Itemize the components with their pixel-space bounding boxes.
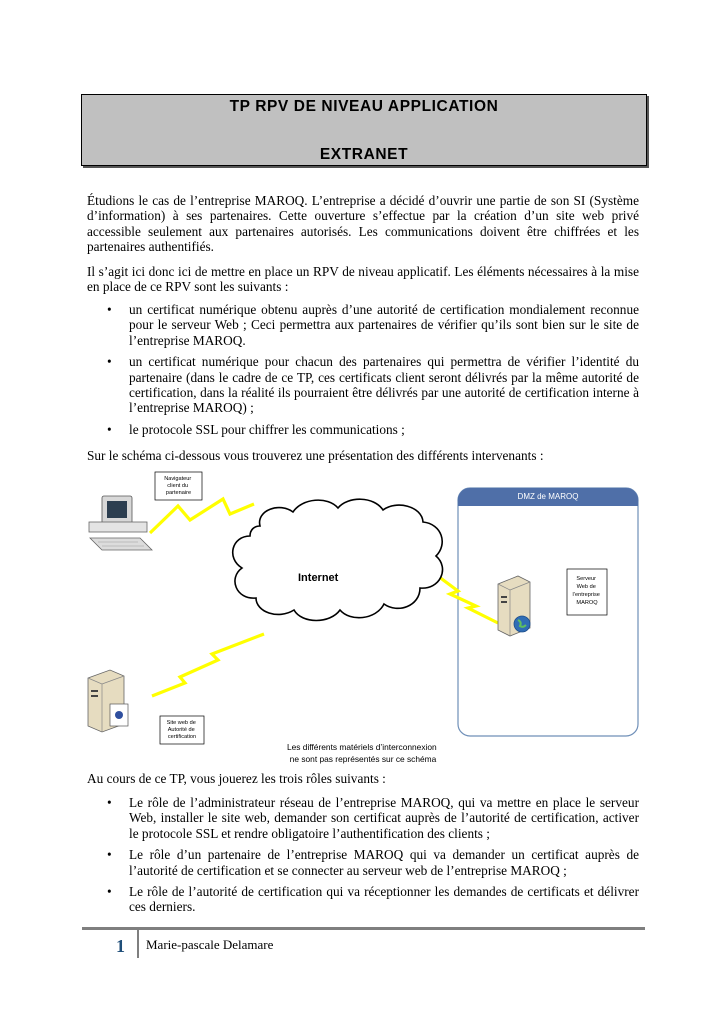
client-label-line: partenaire bbox=[165, 490, 192, 496]
intro-paragraph bbox=[87, 193, 639, 255]
diagram-note: ne sont pas représentés sur ce schéma bbox=[289, 754, 437, 764]
client-computer-icon bbox=[89, 496, 152, 550]
paragraph-requirements: Il s’agit ici donc ici de mettre en place un RPV de niveau applicatif. Les éléments nécessaires à la mise en place de ce RPV sont les suivants : bbox=[87, 264, 639, 295]
roles-intro bbox=[87, 771, 639, 786]
web-server-icon bbox=[498, 576, 530, 636]
client-label-line: Navigateur bbox=[164, 476, 192, 482]
link-internet-ca bbox=[152, 634, 264, 696]
dmz-zone bbox=[458, 488, 638, 736]
paragraph-diagram-intro: Sur le schéma ci-dessous vous trouverez une présentation des différents intervenants : bbox=[87, 448, 544, 463]
paragraph-context: Étudions le cas de l’entreprise MAROQ. L’entreprise a décidé d’ouvrir une partie de son SI (Système d’information) à ses partenaires. Cette ouverture s’effectue par la création d’un site web privé accessible seulement aux partenaires autorisés. Les communications doivent être chiffrées et les partenaires authentifiés. bbox=[87, 193, 639, 255]
ca-label-box bbox=[160, 716, 204, 744]
ca-server-icon bbox=[88, 670, 128, 732]
internet-label: Internet bbox=[298, 572, 339, 584]
page-title: TP RPV DE NIVEAU APPLICATION bbox=[229, 98, 499, 115]
list-item: • Le rôle d’un partenaire de l’entreprise MAROQ qui va demander un certificat auprès de l’autorité de certification et se connecter au serveur web de l’entreprise MAROQ ; bbox=[87, 847, 639, 878]
server-label-line: l’entreprise bbox=[572, 592, 600, 598]
page-number: 1 bbox=[116, 936, 125, 956]
link-client-internet bbox=[150, 499, 254, 533]
page-subtitle: EXTRANET bbox=[319, 146, 409, 163]
requirements-intro bbox=[87, 264, 639, 295]
list-item: • Le rôle de l’autorité de certification qui va réceptionner les demandes de certificats et délivrer ces derniers. bbox=[87, 884, 639, 915]
footer-author: Marie-pascale Delamare bbox=[146, 937, 274, 952]
requirements-list bbox=[87, 302, 639, 437]
ca-label-line: Autorité de bbox=[167, 727, 195, 733]
list-item: • Le rôle de l’administrateur réseau de l’entreprise MAROQ, qui va mettre en place le serveur Web, installer le site web, demander son certificat auprès de l’autorité de certification, activer le protocole SSL et rendre obligatoire l’authentification des clients ; bbox=[87, 795, 639, 841]
paragraph-roles-intro: Au cours de ce TP, vous jouerez les trois rôles suivants : bbox=[87, 771, 386, 786]
client-label-line: client du bbox=[167, 483, 189, 489]
internet-cloud bbox=[233, 499, 443, 620]
diagram-intro bbox=[87, 448, 639, 463]
server-label-line: Serveur bbox=[576, 576, 597, 582]
svg-text:Navigateur client du bbox=[164, 476, 193, 496]
list-item: • un certificat numérique pour chacun des partenaires qui permettra de vérifier l’identité du partenaire (dans le cadre de ce TP, ces certificats client seront délivrés par la même autorité de certification, dans la réalité ils pourraient être délivrés par une autorité de certification interne à l’entreprise MAROQ) ; bbox=[87, 354, 639, 416]
title-box bbox=[81, 94, 647, 166]
footer-rule bbox=[82, 927, 645, 930]
roles-list bbox=[87, 795, 639, 915]
ca-label-line: certification bbox=[167, 734, 197, 740]
web-server-label-box bbox=[567, 569, 607, 615]
server-label-line: Web de bbox=[576, 584, 596, 590]
client-label-box bbox=[155, 472, 202, 500]
svg-text:Site web de Autorité de bbox=[167, 720, 198, 740]
footer-divider bbox=[137, 930, 139, 958]
list-item: • un certificat numérique obtenu auprès d’une autorité de certification mondialement reconnue pour le serveur Web ; Ceci permettra aux partenaires de vérifier qu’ils sont bien sur le site de l’entreprise MAROQ. bbox=[87, 302, 639, 348]
server-label-line: MAROQ bbox=[576, 600, 598, 606]
dmz-label: DMZ de MAROQ bbox=[517, 492, 579, 501]
svg-text:Les différents matériels d’int bbox=[287, 742, 439, 764]
list-item: • le protocole SSL pour chiffrer les communications ; bbox=[87, 422, 639, 437]
diagram-note: Les différents matériels d’interconnexion bbox=[286, 742, 437, 752]
network-diagram bbox=[80, 466, 650, 771]
ca-label-line: Site web de bbox=[166, 720, 196, 726]
